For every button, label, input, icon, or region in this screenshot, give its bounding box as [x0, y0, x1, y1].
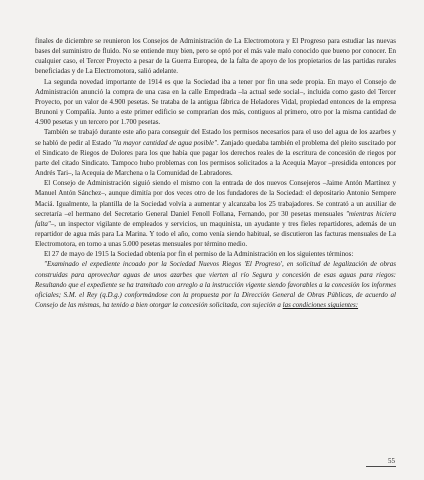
- paragraph-6-quote: [35, 259, 396, 310]
- paragraph-2: [35, 77, 396, 128]
- text-run: El 27 de mayo de 1915 la Sociedad obtenía por fin el permiso de la Administración en los siguientes términos:: [44, 250, 354, 259]
- text-run: El Consejo de Administración siguió siendo el mismo con la entrada de dos nuevos Consejeros –Jaime Antón Martínez y Manuel Antón Sánchez–, aunque dimitía por dos veces otro de los fundadores de la Sociedad: el depositario Antonio Sempere Maciá. Igualmente, la plantilla de la Sociedad volvía a aumentar y alcanzaba los 25 trabajadores. Se contrató a un auxiliar de secretaría –el hermano del Secretario General Daniel Fenoll Follana, Fernando, por 30 pesetas mensuales: [35, 179, 396, 218]
- text-run: También se trabajó durante este año para conseguir del Estado los permisos necesarios para el uso del agua de los azarbes y se habló de pedir al Estado: [35, 128, 396, 147]
- text-run: finales de diciembre se reunieron los Consejos de Administración de La Electromotora y El Progreso para estudiar las nuevas bases del suministro de fluido. No se entiende muy bien, pero se optó por el más vale malo conocido que bueno por conocer. En cualquier caso, el Tercer Proyecto a pesar de la Guerra Europea, de la falta de apoyo de los propietarios de las partidas rurales beneficiadas y de La Electromotora, salió adelante.: [35, 37, 396, 76]
- text-run: "la mayor cantidad de agua posible": [112, 138, 217, 147]
- text-run: las condiciones siguientes:: [282, 301, 359, 310]
- text-run: "mientras hiciera falta": [35, 209, 396, 228]
- paragraph-4: [35, 178, 396, 249]
- page-number-rule: [366, 466, 396, 467]
- text-run: –, un inspector vigilante de empleados y servicios, un maquinista, un ayudante y tres fieles repartidores, además de un repartidor de agua más para La Marina. Y todo el año, como venía siendo habitual, se discutieron las facturas mensuales de La Electromotora, en torno a unas 5.000 pesetas mensuales por término medio.: [35, 219, 396, 249]
- text-run: La segunda novedad importante de 1914 es que la Sociedad iba a tener por fin una sede propia. En mayo el Consejo de Administración anunció la compra de una casa en la calle Empedrada –la actual sede social–, incluida como gasto del Tercer Proyecto, por un valor de 4.900 pesetas. Se trataba de la antigua fábrica de Heladores Vidal, propiedad entonces de la empresa Brunoni y Compañía. Junto a este primer edificio se comprarían dos más, contiguos al primero, otro por la misma cantidad de 4.900 pesetas y un tercero por 1.700 pesetas.: [35, 77, 396, 127]
- paragraph-1: [35, 36, 396, 77]
- text-run: . Zanjado quedaba también el problema del pleito suscitado por el Sindicato de Riegos de Dolores para los que había que pagar los derechos reales de la escritura de concesión de riegos por parte del citado Sindicato. Tampoco hubo problemas con los permisos solicitados a la Acequia Mayor –presidida entonces por Andrés Tari–, la Acequia de Marchena o la Comunidad de Labradores.: [35, 138, 396, 178]
- paragraph-3: [35, 127, 396, 178]
- body-text: [35, 36, 396, 310]
- text-run: "Examinado el expediente incoado por la Sociedad Nuevos Riegos 'El Progreso', en solicitud de legalización de obras construidas para aprovechar aguas de unos azarbes que vierten al río Segura y concesión de esas aguas para riegos: Resultando que el expediente se ha tramitado con arreglo a la instrucción vigente siendo favorables a la concesión los informes oficiales; S.M. el Rey (q.D.g.) conformándose con la propuesta por la Dirección General de Obras Públicas, de acuerdo al Consejo de las mismas, ha tenido a bien otorgar la concesión solicitada, con sujeción a: [35, 260, 396, 310]
- paragraph-5: [35, 249, 396, 259]
- page-number: 55: [388, 457, 395, 465]
